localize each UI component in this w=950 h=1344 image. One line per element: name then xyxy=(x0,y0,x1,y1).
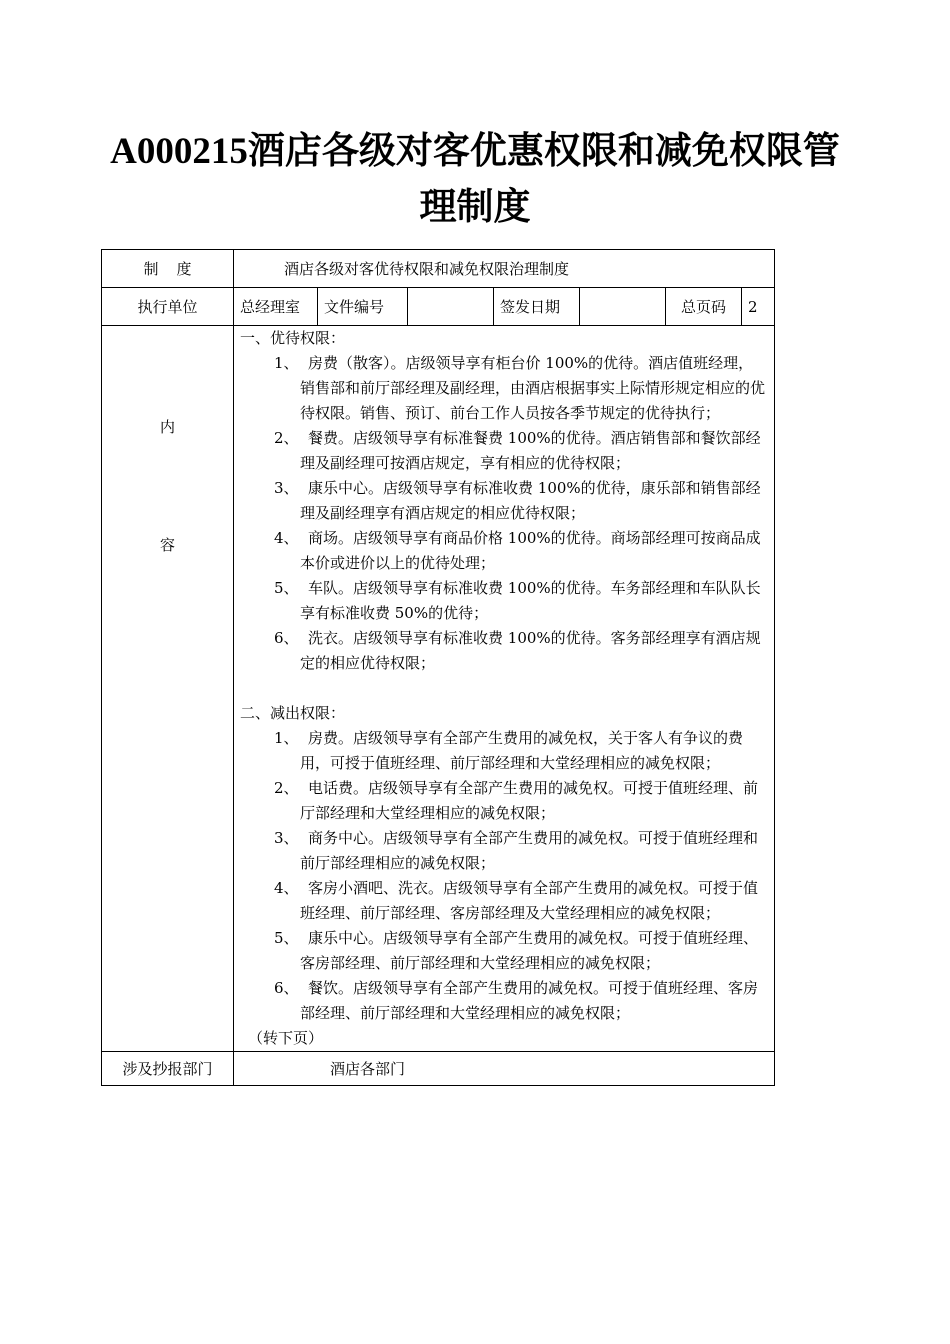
execution-unit-label: 执行单位 xyxy=(102,288,234,326)
item-text: 餐饮。店级领导享有全部产生费用的减免权。可授于值班经理、客房部经理、前厅部经理和大堂经理相应的减免权限； xyxy=(300,979,759,1022)
system-label: 制度 xyxy=(102,250,234,288)
item-number: 5、 xyxy=(274,929,299,947)
item-text: 洗衣。店级领导享有标准收费 100%的优待。客务部经理享有酒店规定的相应优待权限； xyxy=(300,629,761,672)
total-pages-value: 2 xyxy=(742,288,775,326)
execution-unit-value: 总经理室 xyxy=(234,288,318,326)
item-text: 商务中心。店级领导享有全部产生费用的减免权。可授于值班经理和前厅部经理相应的减免权限； xyxy=(300,829,759,872)
list-item xyxy=(240,976,768,1026)
item-text: 餐费。店级领导享有标准餐费 100%的优待。酒店销售部和餐饮部经理及副经理可按酒店规定，享有相应的优待权限； xyxy=(300,429,761,472)
section-1-heading: 一、优待权限： xyxy=(240,329,346,347)
section-gap xyxy=(240,676,768,701)
content-body xyxy=(234,326,775,1052)
item-text: 房费（散客）。店级领导享有柜台价 100%的优待。酒店值班经理，销售部和前厅部经理及副经理，由酒店根据事实上际情形规定相应的优待权限。销售、预订、前台工作人员按各季节规定的优待执行； xyxy=(300,354,766,422)
list-item xyxy=(240,876,768,926)
list-item xyxy=(240,476,768,526)
issue-date-label: 签发日期 xyxy=(494,288,580,326)
item-number: 1、 xyxy=(274,729,299,747)
list-item xyxy=(240,626,768,676)
cc-departments-value: 酒店各部门 xyxy=(234,1052,775,1086)
content-label-char-2: 容 xyxy=(159,536,175,554)
item-text: 康乐中心。店级领导享有标准收费 100%的优待，康乐部和销售部经理及副经理享有酒店规定的相应优待权限； xyxy=(300,479,761,522)
item-number: 2、 xyxy=(274,779,299,797)
total-pages-label: 总页码 xyxy=(666,288,742,326)
item-number: 3、 xyxy=(274,479,299,497)
content-label-char-1: 内 xyxy=(159,418,175,436)
item-number: 1、 xyxy=(274,354,299,372)
item-text: 商场。店级领导享有商品价格 100%的优待。商场部经理可按商品成本价或进价以上的优待处理； xyxy=(300,529,761,572)
item-number: 3、 xyxy=(274,829,299,847)
item-text: 房费。店级领导享有全部产生费用的减免权，关于客人有争议的费用，可授于值班经理、前厅部经理和大堂经理相应的减免权限； xyxy=(300,729,744,772)
item-text: 康乐中心。店级领导享有全部产生费用的减免权。可授于值班经理、客房部经理、前厅部经理和大堂经理相应的减免权限； xyxy=(300,929,759,972)
list-item xyxy=(240,351,768,426)
item-number: 4、 xyxy=(274,879,299,897)
list-item xyxy=(240,426,768,476)
title-line-2: 理制度 xyxy=(419,187,531,228)
row-content xyxy=(102,326,775,1052)
system-value: 酒店各级对客优待权限和减免权限治理制度 xyxy=(234,250,775,288)
item-number: 2、 xyxy=(274,429,299,447)
cc-departments-label: 涉及抄报部门 xyxy=(102,1052,234,1086)
policy-form-table xyxy=(101,249,775,1086)
list-item xyxy=(240,526,768,576)
list-item xyxy=(240,776,768,826)
row-system-name xyxy=(102,250,775,288)
list-item xyxy=(240,576,768,626)
doc-number-value xyxy=(408,288,494,326)
list-item xyxy=(240,826,768,876)
row-execution-unit xyxy=(102,288,775,326)
item-text: 车队。店级领导享有标准收费 100%的优待。车务部经理和车队队长享有标准收费 50%的优待； xyxy=(300,579,761,622)
row-cc-departments xyxy=(102,1052,775,1086)
item-text: 客房小酒吧、洗衣。店级领导享有全部产生费用的减免权。可授于值班经理、前厅部经理、客房部经理及大堂经理相应的减免权限； xyxy=(300,879,759,922)
continued-note: （转下页） xyxy=(248,1029,324,1047)
item-number: 6、 xyxy=(274,979,299,997)
content-label xyxy=(102,326,234,1052)
list-item xyxy=(240,726,768,776)
item-number: 6、 xyxy=(274,629,299,647)
list-item xyxy=(240,926,768,976)
item-text: 电话费。店级领导享有全部产生费用的减免权。可授于值班经理、前厅部经理和大堂经理相应的减免权限； xyxy=(300,779,759,822)
item-number: 4、 xyxy=(274,529,299,547)
title-line-1: A000215酒店各级对客优惠权限和减免权限管 xyxy=(110,131,840,172)
section-2-heading: 二、减出权限： xyxy=(240,704,346,722)
issue-date-value xyxy=(580,288,666,326)
doc-number-label: 文件编号 xyxy=(318,288,408,326)
document-title xyxy=(100,124,850,236)
item-number: 5、 xyxy=(274,579,299,597)
